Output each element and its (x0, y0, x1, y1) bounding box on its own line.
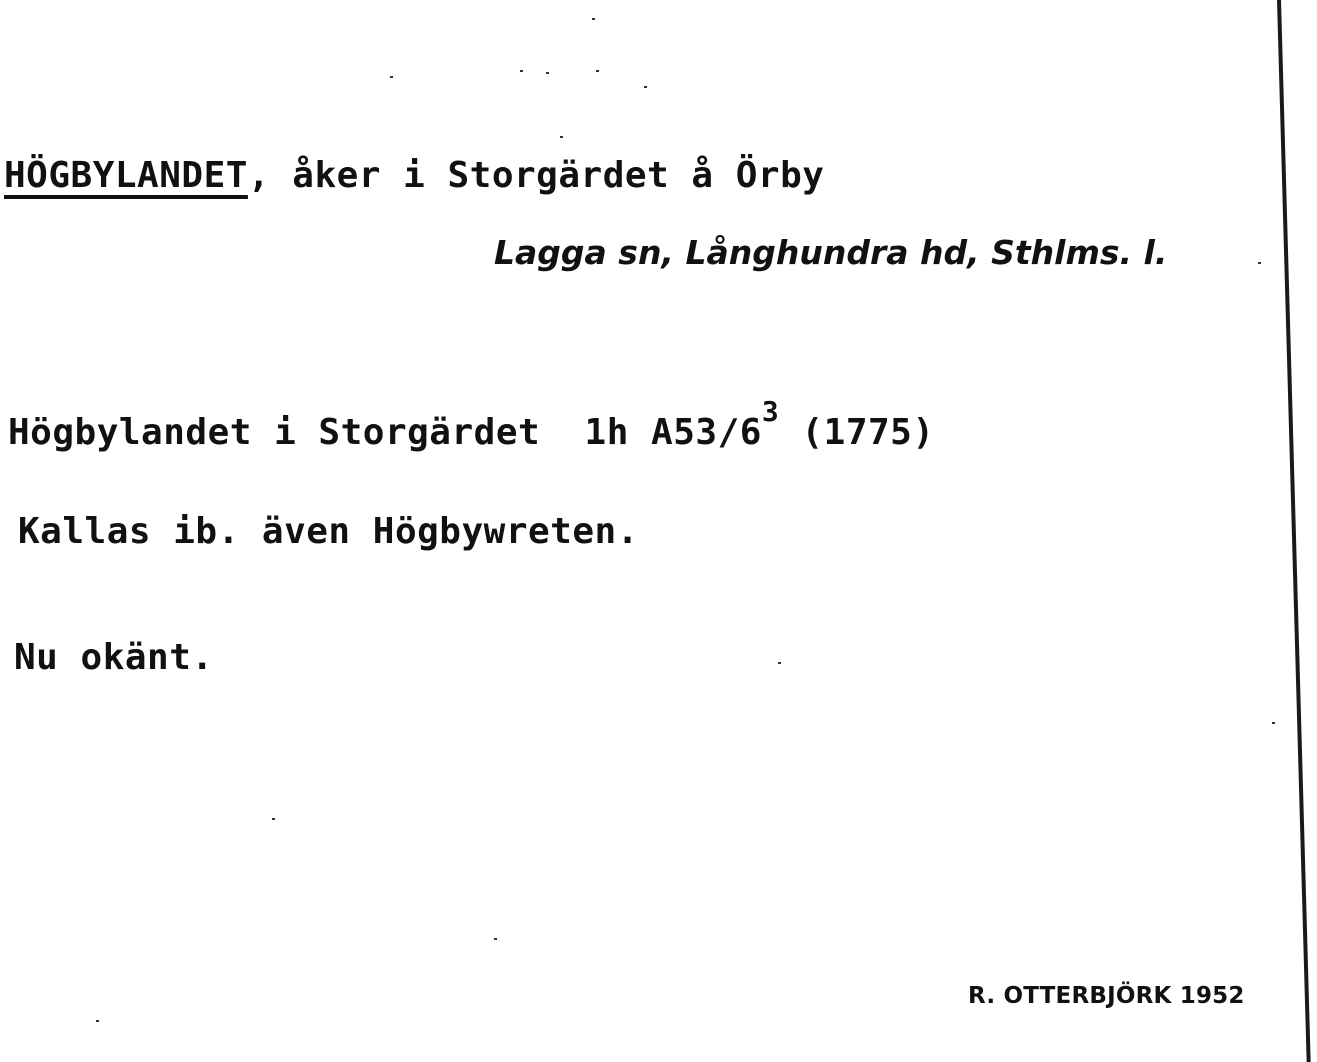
scan-speck (390, 76, 393, 78)
note-status: Nu okänt. (14, 637, 214, 678)
source-year: (1775) (801, 412, 935, 453)
scan-speck (1272, 722, 1275, 724)
note-alternate-name: Kallas ib. även Högbywreten. (18, 511, 639, 552)
location-stamp: Lagga sn, Långhundra hd, Sthlms. l. (494, 233, 1168, 272)
card-edge-line (1277, 0, 1311, 1062)
card-heading (4, 155, 825, 196)
scan-speck (96, 1020, 99, 1022)
source-name: Högbylandet i Storgärdet (8, 412, 541, 453)
heading-description: , åker i Storgärdet å Örby (247, 155, 825, 196)
signature-stamp: R. OTTERBJÖRK 1952 (968, 983, 1245, 1009)
scan-speck (520, 70, 523, 72)
scan-speck (546, 72, 549, 74)
headword: HÖGBYLANDET (4, 155, 248, 196)
source-superscript: 3 (761, 395, 780, 428)
scan-speck (644, 86, 647, 88)
source-line (8, 395, 935, 453)
scan-speck (592, 18, 595, 20)
scan-speck (778, 662, 781, 664)
scan-speck (1258, 262, 1261, 264)
scan-speck (596, 70, 599, 72)
scan-speck (560, 136, 563, 138)
scan-speck (272, 818, 275, 820)
scan-speck (494, 938, 497, 940)
source-reference: 1h A53/6 (584, 412, 762, 453)
